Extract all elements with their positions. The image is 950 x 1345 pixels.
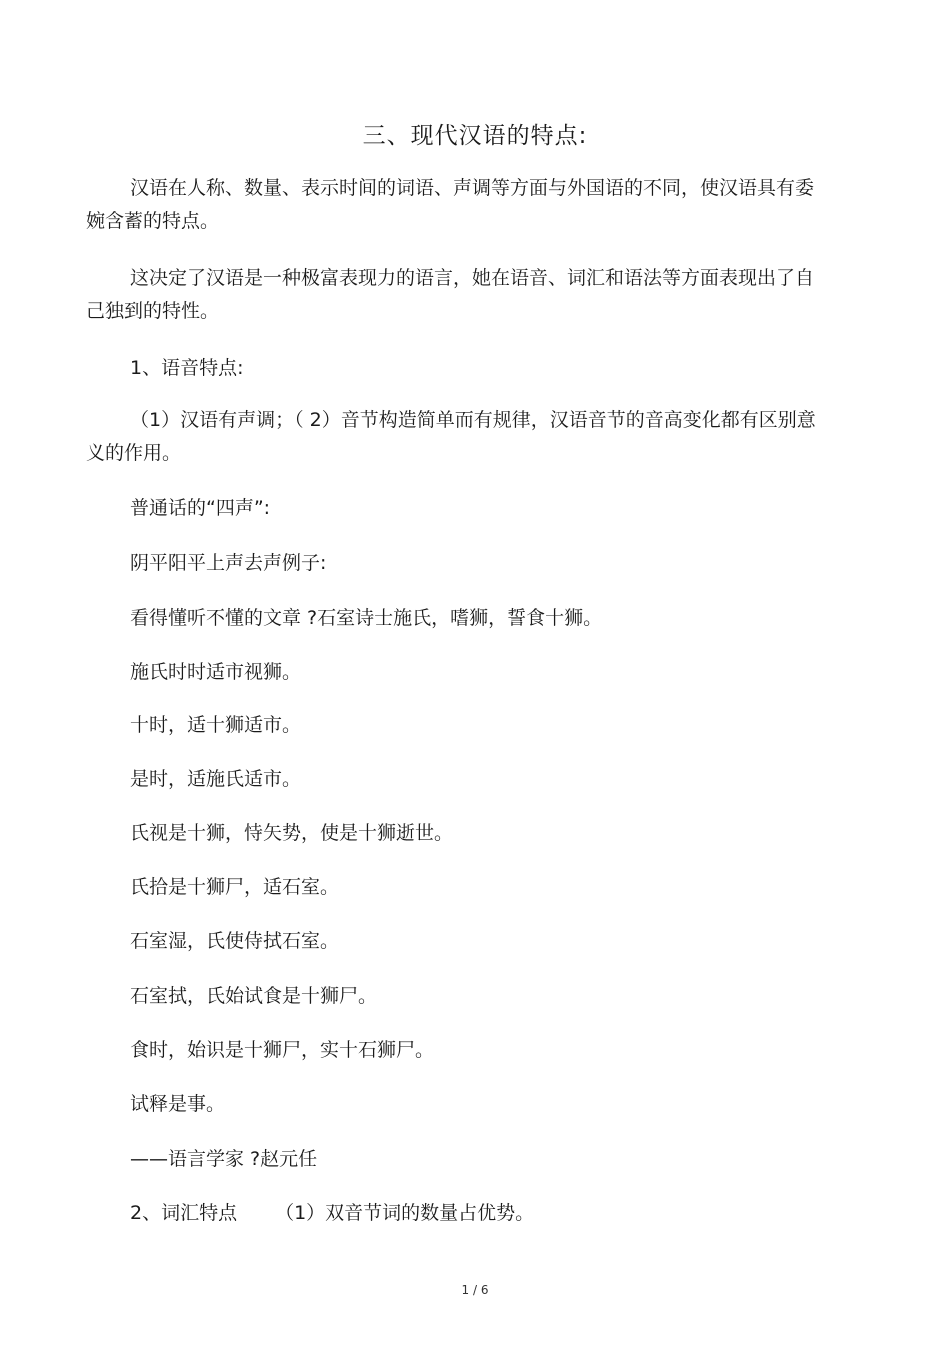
- intro-paragraph-1: 汉语在人称、数量、表示时间的词语、声调等方面与外国语的不同，使汉语具有委婉含蓄的特点。: [86, 177, 815, 232]
- text-line: 普通话的“四声”:: [130, 497, 271, 519]
- text-line: 试释是事。: [130, 1093, 226, 1115]
- text-line: 氏视是十狮，恃矢势，使是十狮逝世。: [130, 822, 454, 844]
- text-line: 看得懂听不懂的文章 ?石室诗士施氏，嗜狮，誓食十狮。: [130, 607, 603, 629]
- text-line: 食时，始识是十狮尸，实十石狮尸。: [130, 1039, 435, 1061]
- section-heading-label: 2、词汇特点: [130, 1202, 238, 1224]
- section-heading-vocabulary: [130, 1198, 534, 1228]
- intro-paragraph-2: 这决定了汉语是一种极富表现力的语言，她在语音、词汇和语法等方面表现出了自己独到的特性。: [86, 267, 815, 322]
- phonetics-body: （1）汉语有声调；（ 2）音节构造简单而有规律，汉语音节的音高变化都有区别意义的作用。: [86, 409, 816, 464]
- text-line: 是时，适施氏适市。: [130, 768, 302, 790]
- attribution-line: ——语言学家 ?赵元任: [130, 1148, 318, 1170]
- text-line: 石室拭，氏始试食是十狮尸。: [130, 985, 378, 1007]
- text-line: 阴平阳平上声去声例子:: [130, 552, 327, 574]
- page-title: 三、现代汉语的特点:: [362, 123, 588, 149]
- text-line: 氏拾是十狮尸，适石室。: [130, 876, 340, 898]
- section-heading-phonetics: 1、语音特点:: [130, 357, 244, 379]
- text-line: 施氏时时适市视狮。: [130, 661, 302, 683]
- vocabulary-item-1: （1）双音节词的数量占优势。: [275, 1202, 535, 1224]
- text-line: 十时，适十狮适市。: [130, 714, 302, 736]
- page-indicator: 1 / 6: [461, 1283, 489, 1297]
- text-line: 石室湿，氏使侍拭石室。: [130, 930, 340, 952]
